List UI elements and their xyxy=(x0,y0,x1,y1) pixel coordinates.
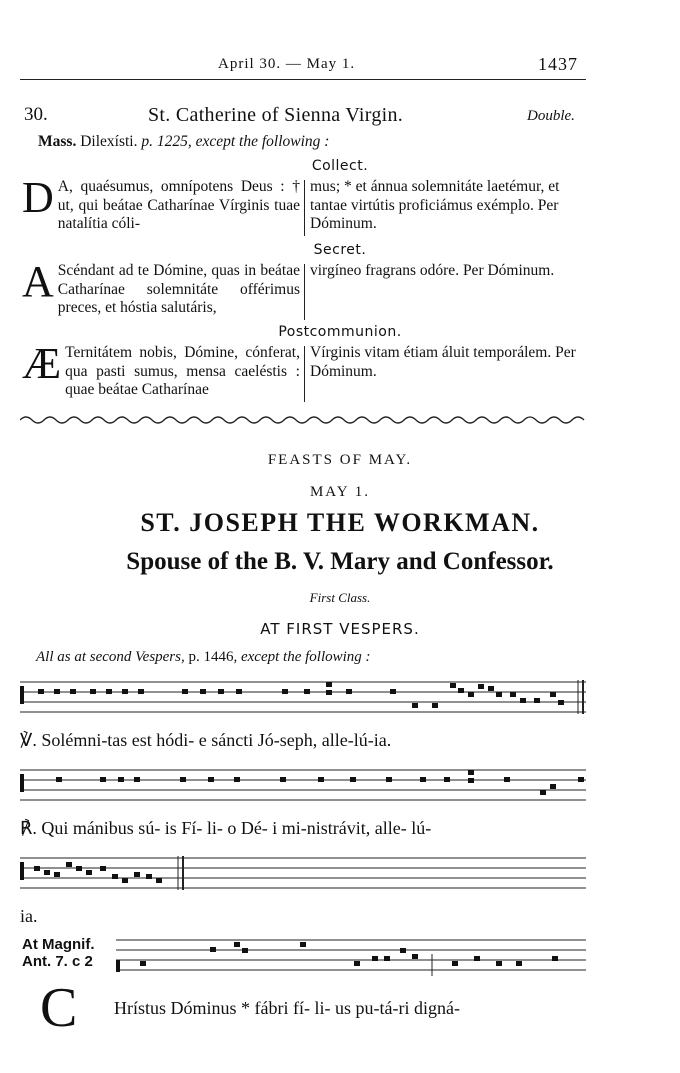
secret-right: virgíneo fragrans odóre. Per Dóminum. xyxy=(310,262,555,279)
feast-title: St. Catherine of Sienna Virgin. xyxy=(148,104,404,126)
antiphon-label-1: At Magnif. xyxy=(22,936,95,953)
mass-ref: p. 1225, xyxy=(141,133,192,150)
antiphon-initial: C xyxy=(40,977,78,1039)
collect-left-text: A, quaésumus, omnípotens Deus : † ut, qui beátae Catharínae Vírginis tuae natalítia cóli- xyxy=(57,178,300,232)
postcommunion-left xyxy=(22,339,300,400)
ornamental-divider xyxy=(20,414,585,426)
postcommunion-right: Vírginis vitam étiam áluit temporálem. Per Dóminum. xyxy=(310,344,576,380)
collect-initial: D xyxy=(22,173,54,222)
chant-staff-1 xyxy=(20,676,586,722)
feast-date: MAY 1. xyxy=(309,484,371,500)
feast-rank: Double. xyxy=(527,108,575,124)
feast-subtitle: Spouse of the B. V. Mary and Confessor. xyxy=(126,548,554,575)
feast-main-title: ST. JOSEPH THE WORKMAN. xyxy=(140,508,540,537)
collect-left xyxy=(22,173,300,234)
feast-number: 30. xyxy=(24,104,48,125)
mass-line xyxy=(38,133,329,151)
mass-label: Mass. xyxy=(38,133,77,150)
secret-left-text: Scéndant ad te Dómine, quas in beátae Catharínae solemnitáte offérimus preces, et hóstia salutáris, xyxy=(57,262,300,316)
antiphon-label xyxy=(22,936,95,970)
response-lyric: ℟. Qui mánibus sú- is Fí- li- o Dé- i mi-nistrávit, alle- lú- xyxy=(20,818,432,838)
collect-right: mus; * et ánnua solemnitáte laetémur, et tantae virtútis proficiámus exémplo. Per Dóminum. xyxy=(310,178,560,232)
running-title: April 30. — May 1. xyxy=(218,56,356,72)
chant-staff-2 xyxy=(20,764,586,810)
office-note-prefix: All as at second Vespers, xyxy=(36,649,185,665)
office-note-suffix: except the following : xyxy=(240,649,371,665)
page-number: 1437 xyxy=(538,54,578,74)
page-header xyxy=(0,50,680,78)
postcommunion-left-text: Ternitátem nobis, Dómine, cónferat, qua pasti sumus, mensa caeléstis : quae beátae Catharínae xyxy=(65,344,300,398)
versicle-lyric: ℣. Solémni-tas est hódi- e sáncti Jó-seph, alle-lú-ia. xyxy=(20,730,392,750)
column-divider xyxy=(304,346,305,402)
postcommunion-initial: Æ xyxy=(22,339,62,388)
collect-heading: Collect. xyxy=(311,158,369,174)
feast-class: First Class. xyxy=(309,590,371,605)
response-end-lyric: ia. xyxy=(20,906,38,926)
column-divider xyxy=(304,180,305,236)
section-title: FEASTS OF MAY. xyxy=(267,452,413,468)
secret-heading: Secret. xyxy=(313,242,367,258)
office-note-ref: p. 1446, xyxy=(188,649,238,665)
mass-text: Dilexísti. xyxy=(80,133,138,150)
mass-except: except the following : xyxy=(195,133,330,150)
office-heading: AT FIRST VESPERS. xyxy=(260,620,420,638)
antiphon-label-2: Ant. 7. c 2 xyxy=(22,953,93,970)
office-note xyxy=(36,649,371,666)
chant-staff-4 xyxy=(116,934,586,980)
chant-staff-3 xyxy=(20,852,586,898)
header-rule xyxy=(20,79,586,80)
antiphon-lyric: Hrístus Dóminus * fábri fí- li- us pu-tá-ri digná- xyxy=(114,998,460,1018)
column-divider xyxy=(304,264,305,320)
postcommunion-heading: Postcommunion. xyxy=(278,324,402,340)
secret-left xyxy=(22,257,300,318)
secret-initial: A xyxy=(22,257,54,306)
